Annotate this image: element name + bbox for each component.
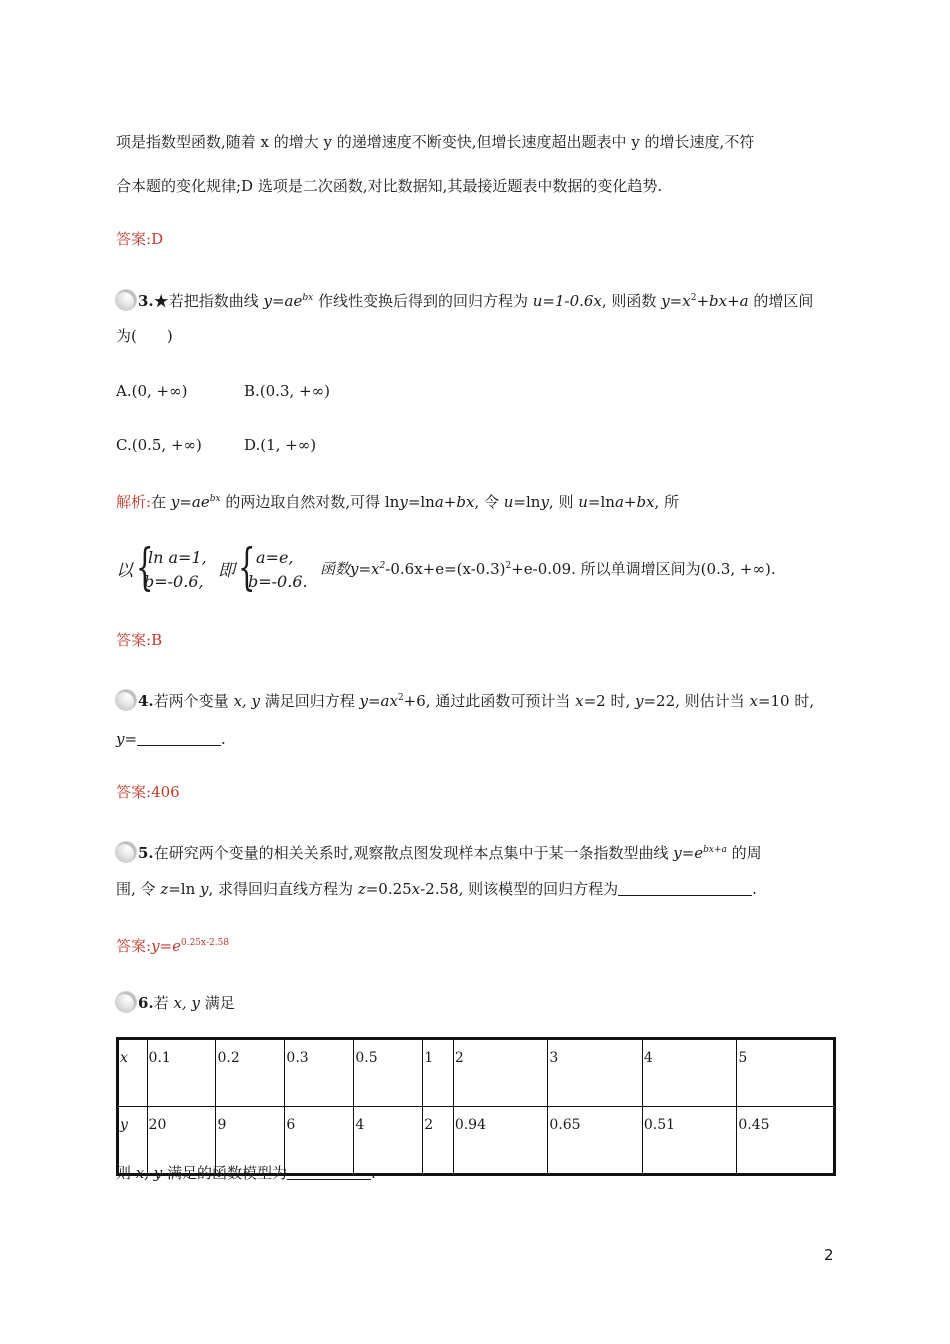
question-number: 3. xyxy=(138,292,154,310)
question-6-after-table xyxy=(116,1163,376,1183)
math: a+bx xyxy=(434,493,475,511)
system-2-line-1: a=e, xyxy=(256,548,294,567)
table-row xyxy=(118,1039,835,1107)
table-cell: 0.5 xyxy=(354,1039,423,1107)
math: y=x xyxy=(661,292,691,310)
math: u xyxy=(503,493,514,511)
answer-value: D xyxy=(151,230,164,248)
solution-label: 解析: xyxy=(116,493,152,511)
data-table xyxy=(116,1037,836,1176)
math-sup: bx+a xyxy=(703,845,727,855)
option-c: C.(0.5, +∞) xyxy=(116,436,202,454)
math-sup: 2 xyxy=(397,693,404,703)
text: =ln xyxy=(513,493,541,511)
answer-blank[interactable] xyxy=(618,881,752,896)
text: =0.25 xyxy=(365,880,412,898)
math: y=e xyxy=(673,844,704,862)
math: u=1-0.6x xyxy=(532,292,602,310)
text: 围, 令 xyxy=(116,880,161,898)
option-b: B.(0.3, +∞) xyxy=(244,382,330,400)
text: 在 xyxy=(151,493,171,511)
math: z xyxy=(357,880,366,898)
math: u xyxy=(578,493,588,511)
math: x, y xyxy=(233,692,260,710)
system-1-line-2: b=-0.6, xyxy=(144,572,204,591)
brace-1: { xyxy=(136,538,154,596)
text: 若把指数曲线 xyxy=(168,292,264,310)
answer-value: 406 xyxy=(151,783,180,801)
table-cell: 0.51 xyxy=(642,1107,737,1175)
paragraph-line-2: 合本题的变化规律;D 选项是二次函数,对比数据知,其最接近题表中数据的变化趋势. xyxy=(116,177,663,195)
text: 作线性变换后得到的回归方程为 xyxy=(313,292,533,310)
table-cell: 0.3 xyxy=(285,1039,354,1107)
table-cell: 4 xyxy=(354,1107,423,1175)
text: -2.58, 则该模型的回归方程为 xyxy=(420,880,619,898)
question-6-line-1 xyxy=(116,992,235,1013)
option-a: A.(0, +∞) xyxy=(116,382,188,400)
math: y xyxy=(635,692,644,710)
question-badge-icon xyxy=(116,842,136,862)
table-cell: 3 xyxy=(548,1039,643,1107)
answer-label: 答案: xyxy=(116,937,152,955)
answer-5 xyxy=(116,933,229,956)
options-row-2 xyxy=(116,435,316,455)
text: =22, 则估计当 xyxy=(643,692,750,710)
text: . xyxy=(752,880,757,898)
text: 若 xyxy=(153,994,174,1012)
text: 的周 xyxy=(726,844,762,862)
math-sup: 2 xyxy=(690,293,697,303)
math: y= xyxy=(116,730,138,748)
question-badge-icon xyxy=(116,992,136,1012)
question-4-line-1 xyxy=(116,688,814,711)
text: , 则 xyxy=(548,493,579,511)
text: . xyxy=(221,730,226,748)
answer-3 xyxy=(116,630,162,650)
answer-2 xyxy=(116,229,163,249)
text: , 令 xyxy=(474,493,504,511)
answer-label: 答案: xyxy=(116,230,152,248)
text: . xyxy=(371,1164,376,1182)
math: x, y xyxy=(135,1164,163,1182)
math: -0.6x+e=(x-0.3) xyxy=(385,560,506,578)
table-cell: 20 xyxy=(147,1107,216,1175)
system-2-line-2: b=-0.6. xyxy=(248,572,308,591)
system-1-line-1: ln a=1, xyxy=(148,548,207,567)
table-cell: 9 xyxy=(216,1107,285,1175)
text: , 则函数 xyxy=(601,292,662,310)
math-sup: bx xyxy=(302,293,314,303)
text: =ln xyxy=(407,493,435,511)
option-d: D.(1, +∞) xyxy=(244,436,317,454)
question-badge-icon xyxy=(116,290,136,310)
page-number: 2 xyxy=(824,1246,834,1264)
function-tail xyxy=(320,558,776,579)
math: y=ae xyxy=(170,493,210,511)
math: y=ae xyxy=(263,292,303,310)
paragraph-line-1: 项是指数型函数,随着 x 的增大 y 的递增速度不断变快,但增长速度超出题表中 y 的增长速度,不符 xyxy=(116,133,755,151)
table-cell: 5 xyxy=(737,1039,835,1107)
answer-label: 答案: xyxy=(116,631,152,649)
math: z xyxy=(160,880,169,898)
math: y=ax xyxy=(359,692,398,710)
math: x xyxy=(749,692,758,710)
text: 的增区间 xyxy=(748,292,814,310)
text: 则 xyxy=(116,1164,136,1182)
table-cell: 4 xyxy=(642,1039,737,1107)
math: x xyxy=(411,880,421,898)
text: =ln xyxy=(168,880,201,898)
math-sup: 2 xyxy=(505,561,512,571)
math: y xyxy=(200,880,209,898)
text: , 所 xyxy=(654,493,680,511)
math: a+bx xyxy=(614,493,655,511)
table-cell: 0.65 xyxy=(548,1107,643,1175)
answer-sup: 0.25x-2.58 xyxy=(180,938,230,948)
math-sup: 2 xyxy=(379,561,386,571)
question-3-line-2: 为( ) xyxy=(116,327,173,345)
question-5-line-1 xyxy=(116,840,762,863)
solution-3-line-1 xyxy=(116,489,679,512)
ji-text: 即 xyxy=(218,561,235,581)
math: +6 xyxy=(403,692,426,710)
brace-2: { xyxy=(238,538,256,596)
text: =2 时, xyxy=(583,692,635,710)
text: +e-0.09. 所以单调增区间为(0.3, +∞). xyxy=(511,560,776,578)
table-cell: 1 xyxy=(423,1039,454,1107)
options-row-1 xyxy=(116,381,330,401)
question-number: 4. xyxy=(138,692,154,710)
answer-value: B xyxy=(151,631,163,649)
math: +bx+a xyxy=(696,292,749,310)
table-cell: 0.45 xyxy=(737,1107,835,1175)
star-icon: ★ xyxy=(153,292,169,310)
question-number: 6. xyxy=(138,994,154,1012)
table-cell: 6 xyxy=(285,1107,354,1175)
math: y xyxy=(399,493,408,511)
answer-blank[interactable] xyxy=(137,731,221,746)
math: y xyxy=(540,493,549,511)
math: y=x xyxy=(350,560,380,578)
question-badge-icon xyxy=(116,690,136,710)
answer-label: 答案: xyxy=(116,783,152,801)
question-5-line-2 xyxy=(116,879,757,899)
table-cell: 0.1 xyxy=(147,1039,216,1107)
text: 若两个变量 xyxy=(153,692,234,710)
answer-value: y=e xyxy=(151,937,181,955)
text: 函数 xyxy=(320,560,351,578)
math: x xyxy=(575,692,584,710)
text: , 通过此函数可预计当 xyxy=(425,692,576,710)
text: 满足的函数模型为 xyxy=(162,1164,288,1182)
text: =10 时, xyxy=(757,692,815,710)
table-cell: 2 xyxy=(453,1039,548,1107)
question-4-line-2 xyxy=(116,729,226,749)
text: =ln xyxy=(587,493,615,511)
math-sup: bx xyxy=(209,494,221,504)
table-cell: 0.94 xyxy=(453,1107,548,1175)
yi-text: 以 xyxy=(116,561,133,581)
table-row-label: x xyxy=(118,1039,148,1107)
answer-4 xyxy=(116,782,180,802)
table-cell: 2 xyxy=(423,1107,454,1175)
text: , 求得回归直线方程为 xyxy=(208,880,358,898)
text: 满足回归方程 xyxy=(259,692,360,710)
table-row-label: y xyxy=(118,1107,148,1175)
question-number: 5. xyxy=(138,844,154,862)
answer-blank[interactable] xyxy=(287,1165,371,1180)
math: x, y xyxy=(173,994,200,1012)
table-cell: 0.2 xyxy=(216,1039,285,1107)
text: 满足 xyxy=(199,994,235,1012)
text: 在研究两个变量的相关关系时,观察散点图发现样本点集中于某一条指数型曲线 xyxy=(153,844,674,862)
question-3-line-1 xyxy=(116,288,813,311)
text: 的两边取自然对数,可得 ln xyxy=(220,493,400,511)
